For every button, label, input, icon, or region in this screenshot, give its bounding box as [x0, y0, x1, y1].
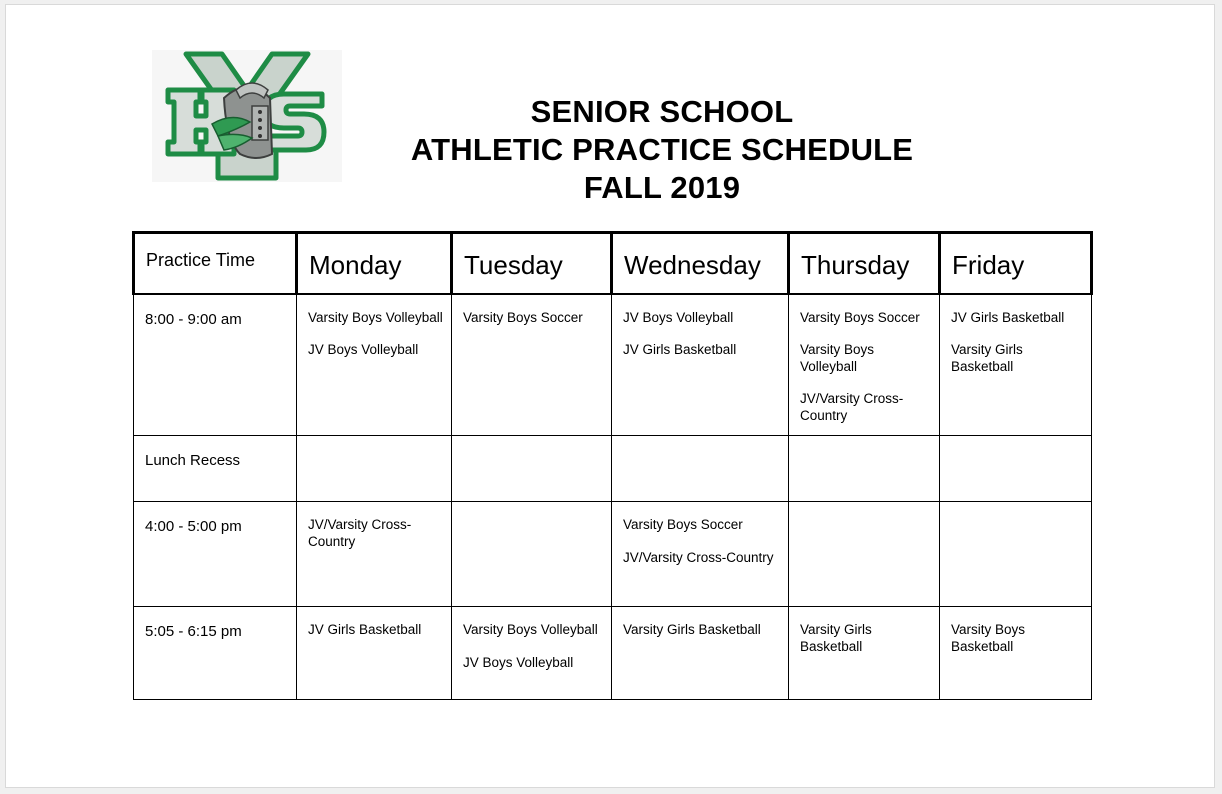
practice-entry: Varsity Boys Soccer [800, 309, 920, 325]
practice-entry: JV/Varsity Cross-Country [623, 549, 774, 565]
practice-entry: JV Girls Basketball [623, 342, 737, 357]
header-monday: Monday [297, 233, 452, 294]
schedule-cell [452, 436, 612, 502]
table-row [134, 607, 1092, 700]
schedule-cell [297, 607, 452, 700]
practice-entry: Varsity Boys Volleyball [800, 342, 875, 374]
time-cell: 8:00 - 9:00 am [134, 294, 297, 436]
title-line-1: SENIOR SCHOOL [530, 94, 794, 129]
practice-entry: Varsity Boys Volleyball [463, 622, 598, 637]
practice-entry: Varsity Boys Soccer [623, 517, 743, 532]
schedule-cell [612, 294, 789, 436]
schedule-cell [612, 502, 789, 607]
practice-entry: JV/Varsity Cross-Country [308, 517, 412, 549]
practice-entry: JV Girls Basketball [308, 622, 422, 637]
schedule-cell [940, 502, 1092, 607]
schedule-cell [940, 436, 1092, 502]
practice-entry: Varsity Girls Basketball [800, 622, 872, 654]
time-cell: 5:05 - 6:15 pm [134, 607, 297, 700]
practice-entry: JV Boys Volleyball [463, 654, 574, 670]
table-row [134, 502, 1092, 607]
schedule-cell [452, 607, 612, 700]
schedule-cell [297, 294, 452, 436]
table-row [134, 294, 1092, 436]
header-wednesday: Wednesday [612, 233, 789, 294]
schedule-cell [789, 294, 940, 436]
schedule-cell [612, 607, 789, 700]
practice-entry: Varsity Boys Basketball [951, 622, 1026, 654]
schedule-cell [297, 502, 452, 607]
header-thursday: Thursday [789, 233, 940, 294]
document-page [5, 4, 1215, 788]
practice-entry: Varsity Girls Basketball [623, 622, 761, 637]
schedule-cell [789, 436, 940, 502]
header-friday: Friday [940, 233, 1092, 294]
table-row [134, 436, 1092, 502]
schedule-cell [452, 502, 612, 607]
schedule-cell [297, 436, 452, 502]
practice-schedule-table [132, 231, 1093, 700]
time-cell: 4:00 - 5:00 pm [134, 502, 297, 607]
practice-entry: JV Boys Volleyball [623, 309, 734, 325]
header-practice-time: Practice Time [134, 233, 297, 294]
practice-entry: Varsity Boys Soccer [463, 309, 583, 325]
time-cell: Lunch Recess [134, 436, 297, 502]
schedule-cell [789, 502, 940, 607]
practice-entry: JV/Varsity Cross-Country [800, 391, 904, 423]
header-tuesday: Tuesday [452, 233, 612, 294]
schedule-cell [940, 294, 1092, 436]
schedule-cell [940, 607, 1092, 700]
practice-entry: Varsity Girls Basketball [951, 342, 1023, 374]
practice-entry: Varsity Boys Volleyball [308, 309, 443, 325]
header-row [134, 233, 1092, 294]
schedule-cell [789, 607, 940, 700]
practice-entry: JV Girls Basketball [951, 309, 1065, 325]
schedule-title [306, 93, 1018, 207]
schedule-cell [452, 294, 612, 436]
practice-entry: JV Boys Volleyball [308, 342, 419, 357]
title-line-2: ATHLETIC PRACTICE SCHEDULE [410, 132, 914, 167]
title-line-3: FALL 2019 [583, 170, 741, 205]
schedule-cell [612, 436, 789, 502]
